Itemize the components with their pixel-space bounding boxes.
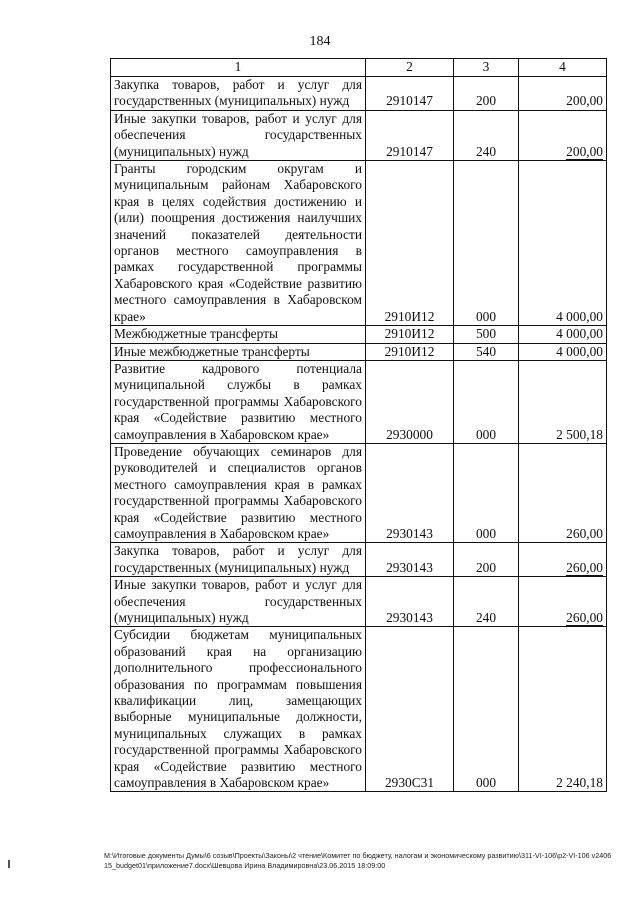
row-amount-cell: 4 000,00 [519, 161, 607, 326]
row-name-cell: Проведение обучающих семинаров для руководителей и специалистов органов местного самоуправления края в рамках государственной программы Хабаровского края «Содействие развитию местного самоуправления в Хабаровском крае» [111, 443, 366, 542]
row-amount-cell: 2 500,18 [519, 360, 607, 443]
budget-table [110, 58, 607, 792]
margin-mark [8, 860, 10, 868]
table-row [111, 543, 607, 577]
row-code-cell: 2930143 [366, 443, 454, 542]
row-amount-cell: 4 000,00 [519, 343, 607, 360]
row-name-cell: Иные закупки товаров, работ и услуг для обеспечения государственных (муниципальных) нужд [111, 577, 366, 627]
table-row [111, 443, 607, 542]
header-col-1: 1 [111, 59, 366, 77]
row-amount-cell: 4 000,00 [519, 326, 607, 343]
header-col-4: 4 [519, 59, 607, 77]
row-type-cell: 000 [454, 360, 519, 443]
table-row [111, 326, 607, 343]
row-code-cell: 2910147 [366, 110, 454, 160]
row-type-cell: 500 [454, 326, 519, 343]
row-type-cell: 000 [454, 627, 519, 792]
row-type-cell: 000 [454, 161, 519, 326]
row-code-cell: 2930000 [366, 360, 454, 443]
table-row [111, 110, 607, 160]
table-row [111, 360, 607, 443]
header-col-2: 2 [366, 59, 454, 77]
table-row [111, 77, 607, 111]
row-name-cell: Развитие кадрового потенциала муниципальной службы в рамках государственной программы Хабаровского края «Содействие развитию местного самоуправления в Хабаровском крае» [111, 360, 366, 443]
row-name-cell: Закупка товаров, работ и услуг для государственных (муниципальных) нужд [111, 543, 366, 577]
row-type-cell: 240 [454, 110, 519, 160]
row-amount-cell: 200,00 [519, 77, 607, 111]
row-code-cell: 2930143 [366, 543, 454, 577]
table-row [111, 343, 607, 360]
row-name-cell: Межбюджетные трансферты [111, 326, 366, 343]
row-type-cell: 000 [454, 443, 519, 542]
row-type-cell: 200 [454, 77, 519, 111]
table-row [111, 627, 607, 792]
row-amount-cell: 260,00 [519, 543, 607, 577]
row-code-cell: 2930С31 [366, 627, 454, 792]
row-name-cell: Субсидии бюджетам муниципальных образований края на организацию дополнительного профессионального образования по программам повышения квалификации лиц, замещающих выборные муниципальные должности, муниципальных служащих в рамках государственной программы Хабаровского края «Содействие развитию местного самоуправления в Хабаровском крае» [111, 627, 366, 792]
row-type-cell: 540 [454, 343, 519, 360]
table-row [111, 161, 607, 326]
header-row [111, 59, 607, 77]
row-code-cell: 2910И12 [366, 161, 454, 326]
row-amount-cell: 260,00 [519, 443, 607, 542]
page-number: 184 [309, 34, 331, 49]
file-path-footer: M:\Итоговые документы Думы\6 созыв\Проекты\Законы\2 чтение\Комитет по бюджету, налогам и экономическому развитию\311-VI-106\p2-VI-106 v240615_budget01\приложение7.docx\Шевцова Ирина Владимировна\23.06.2015 18:09:00 [104, 851, 612, 870]
header-col-3: 3 [454, 59, 519, 77]
row-code-cell: 2910147 [366, 77, 454, 111]
row-code-cell: 2930143 [366, 577, 454, 627]
row-amount-cell: 2 240,18 [519, 627, 607, 792]
row-code-cell: 2910И12 [366, 326, 454, 343]
row-type-cell: 200 [454, 543, 519, 577]
row-type-cell: 240 [454, 577, 519, 627]
row-amount-cell: 200,00 [519, 110, 607, 160]
row-name-cell: Закупка товаров, работ и услуг для государственных (муниципальных) нужд [111, 77, 366, 111]
row-name-cell: Иные закупки товаров, работ и услуг для обеспечения государственных (муниципальных) нужд [111, 110, 366, 160]
row-name-cell: Иные межбюджетные трансферты [111, 343, 366, 360]
row-name-cell: Гранты городским округам и муниципальным районам Хабаровского края в целях содействия достижению и (или) поощрения достижения наилучших значений показателей деятельности органов местного самоуправления в рамках государственной программы Хабаровского края «Содействие развитию местного самоуправления в Хабаровском крае» [111, 161, 366, 326]
row-code-cell: 2910И12 [366, 343, 454, 360]
row-amount-cell: 260,00 [519, 577, 607, 627]
table-row [111, 577, 607, 627]
